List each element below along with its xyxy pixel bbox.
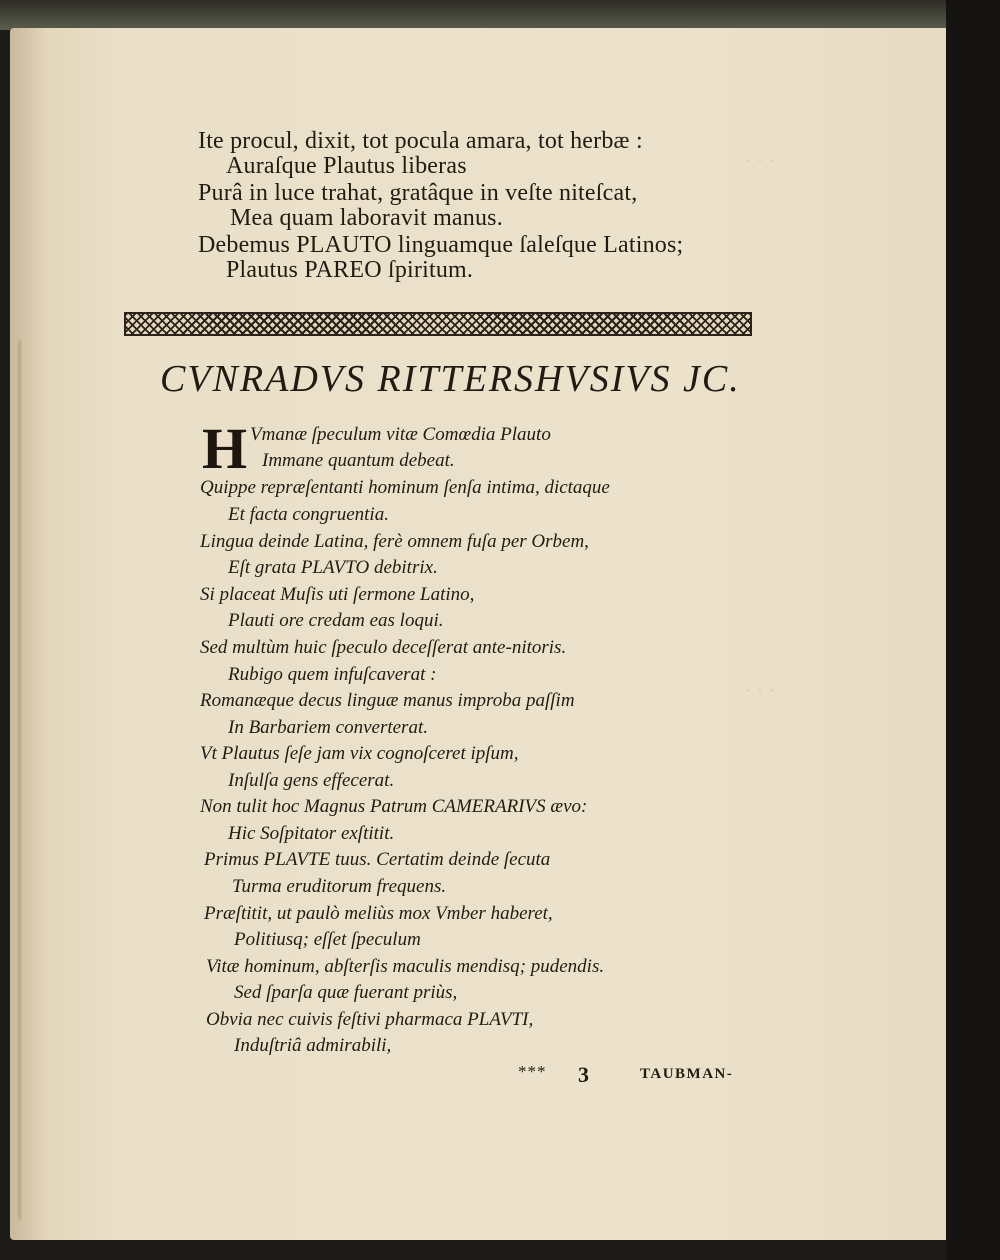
section-heading: CVNRADVS RITTERSHVSIVS JC. [160,358,741,400]
verse-line: Debemus PLAUTO linguamque ſaleſque Latinos; [198,232,684,258]
verse-line: Si placeat Muſis uti ſermone Latino, [200,584,475,605]
ornamental-divider [124,312,752,336]
verse-line: Ite procul, dixit, tot pocula amara, tot herbæ : [198,128,643,154]
drop-capital: H [202,416,248,481]
verse-line: Auraſque Plautus liberas [226,153,467,179]
verse-line: Rubigo quem infuſcaverat : [228,664,437,685]
verse-line: Quippe repræſentanti hominum ſenſa intima, dictaque [200,477,610,498]
verse-line: Vmanæ ſpeculum vitæ Comœdia Plauto [250,424,551,445]
book-right-edge [946,0,1000,1260]
verse-line: Sed multùm huic ſpeculo deceſſerat ante-nitoris. [200,637,567,658]
verse-line: Vitæ hominum, abſterſis maculis mendisq; pudendis. [206,956,605,977]
verse-line: Præſtitit, ut paulò meliùs mox Vmber haberet, [204,903,553,924]
book-top-edge [0,0,1000,30]
verse-line: Hic Soſpitator exſtitit. [228,823,395,844]
verse-line: Politiusq; eſſet ſpeculum [234,929,421,950]
bleed-through-text: · · · [745,680,775,702]
verse-line: Induſtriâ admirabili, [234,1035,392,1056]
page-gutter-shadow [18,340,24,1220]
verse-line: Lingua deinde Latina, ferè omnem fuſa per Orbem, [200,531,589,552]
verse-line: Non tulit hoc Magnus Patrum CAMERARIVS ævo: [200,796,588,817]
verse-line: Plautus PAREO ſpiritum. [226,257,474,283]
verse-line: Sed ſparſa quæ fuerant priùs, [234,982,458,1003]
verse-line: Eſt grata PLAVTO debitrix. [228,557,438,578]
printer-mark: *** [518,1062,547,1081]
verse-line: Immane quantum debeat. [262,450,455,471]
signature-mark: 3 [578,1062,589,1087]
verse-line: Purâ in luce trahat, gratâque in veſte niteſcat, [198,180,638,206]
verse-line: Romanæque decus linguæ manus improba paſſim [200,690,575,711]
verse-line: In Barbariem converterat. [228,717,428,738]
bleed-through-text: · · · [745,150,775,172]
verse-line: Obvia nec cuivis feſtivi pharmaca PLAVTI, [206,1009,534,1030]
catchword: TAUBMAN- [640,1066,734,1082]
verse-line: Inſulſa gens effecerat. [228,770,395,791]
verse-line: Plauti ore credam eas loqui. [228,610,444,631]
verse-line: Et facta congruentia. [228,504,389,525]
verse-line: Primus PLAVTE tuus. Certatim deinde ſecuta [204,849,551,870]
verse-line: Vt Plautus ſeſe jam vix cognoſceret ipſum, [200,743,519,764]
verse-line: Turma eruditorum frequens. [232,876,447,897]
verse-line: Mea quam laboravit manus. [230,205,503,231]
